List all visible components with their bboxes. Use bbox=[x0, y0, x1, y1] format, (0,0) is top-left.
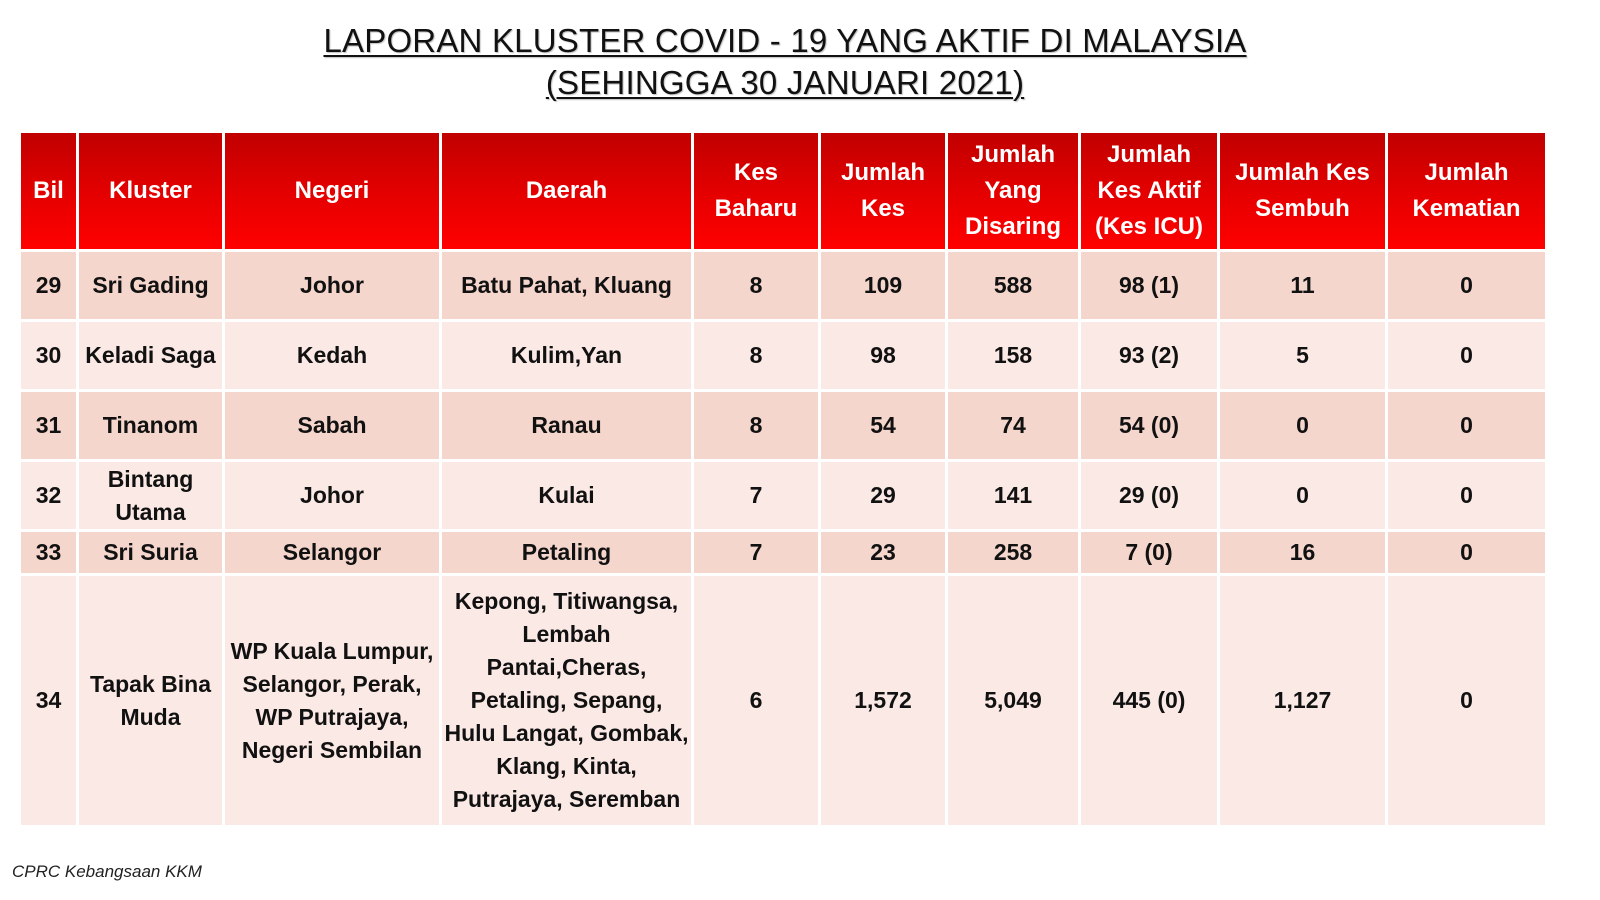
cell-jumlah-kes: 109 bbox=[821, 252, 945, 319]
cell-negeri: Johor bbox=[225, 252, 439, 319]
cell-bil: 34 bbox=[21, 576, 76, 825]
cell-kluster: Tapak Bina Muda bbox=[79, 576, 222, 825]
cell-bil: 31 bbox=[21, 392, 76, 459]
cell-jumlah-kes: 1,572 bbox=[821, 576, 945, 825]
table-row bbox=[21, 532, 1545, 573]
cell-kes-baharu: 6 bbox=[694, 576, 818, 825]
cell-jumlah-kes: 98 bbox=[821, 322, 945, 389]
cell-kes-baharu: 7 bbox=[694, 532, 818, 573]
cell-jumlah-disaring: 588 bbox=[948, 252, 1078, 319]
report-title bbox=[0, 20, 1570, 104]
cell-jumlah-kes: 29 bbox=[821, 462, 945, 529]
cell-negeri: WP Kuala Lumpur, Selangor, Perak, WP Putrajaya, Negeri Sembilan bbox=[225, 576, 439, 825]
table-row bbox=[21, 576, 1545, 825]
table-row bbox=[21, 252, 1545, 319]
header-kes-aktif: Jumlah Kes Aktif (Kes ICU) bbox=[1081, 133, 1217, 249]
cell-kluster: Sri Gading bbox=[79, 252, 222, 319]
cell-kes-aktif: 7 (0) bbox=[1081, 532, 1217, 573]
cell-bil: 29 bbox=[21, 252, 76, 319]
cell-negeri: Johor bbox=[225, 462, 439, 529]
cell-kes-aktif: 29 (0) bbox=[1081, 462, 1217, 529]
cell-kematian: 0 bbox=[1388, 252, 1545, 319]
cell-daerah: Kepong, Titiwangsa, Lembah Pantai,Cheras, Petaling, Sepang, Hulu Langat, Gombak, Klang, Kinta, Putrajaya, Seremban bbox=[442, 576, 691, 825]
source-footer: CPRC Kebangsaan KKM bbox=[12, 862, 202, 881]
header-jumlah-kes: Jumlah Kes bbox=[821, 133, 945, 249]
header-daerah: Daerah bbox=[442, 133, 691, 249]
header-kematian: Jumlah Kematian bbox=[1388, 133, 1545, 249]
cell-daerah: Kulai bbox=[442, 462, 691, 529]
header-kes-sembuh: Jumlah Kes Sembuh bbox=[1220, 133, 1385, 249]
cell-daerah: Batu Pahat, Kluang bbox=[442, 252, 691, 319]
header-negeri: Negeri bbox=[225, 133, 439, 249]
table-row bbox=[21, 392, 1545, 459]
cell-kluster: Keladi Saga bbox=[79, 322, 222, 389]
cluster-table bbox=[18, 130, 1548, 828]
cell-negeri: Kedah bbox=[225, 322, 439, 389]
cell-kluster: Bintang Utama bbox=[79, 462, 222, 529]
cell-jumlah-disaring: 158 bbox=[948, 322, 1078, 389]
cell-kes-aktif: 54 (0) bbox=[1081, 392, 1217, 459]
cell-daerah: Ranau bbox=[442, 392, 691, 459]
cell-kluster: Tinanom bbox=[79, 392, 222, 459]
cell-negeri: Selangor bbox=[225, 532, 439, 573]
cell-kes-baharu: 7 bbox=[694, 462, 818, 529]
cell-bil: 32 bbox=[21, 462, 76, 529]
cell-kes-aktif: 445 (0) bbox=[1081, 576, 1217, 825]
header-jumlah-disaring: Jumlah Yang Disaring bbox=[948, 133, 1078, 249]
cell-bil: 33 bbox=[21, 532, 76, 573]
table-row bbox=[21, 322, 1545, 389]
cell-kes-baharu: 8 bbox=[694, 322, 818, 389]
cell-daerah: Petaling bbox=[442, 532, 691, 573]
cell-kes-aktif: 93 (2) bbox=[1081, 322, 1217, 389]
cell-kes-sembuh: 0 bbox=[1220, 462, 1385, 529]
header-kluster: Kluster bbox=[79, 133, 222, 249]
title-line-1: LAPORAN KLUSTER COVID - 19 YANG AKTIF DI MALAYSIA bbox=[323, 22, 1247, 59]
cell-daerah: Kulim,Yan bbox=[442, 322, 691, 389]
cell-negeri: Sabah bbox=[225, 392, 439, 459]
cell-jumlah-disaring: 74 bbox=[948, 392, 1078, 459]
cell-jumlah-kes: 54 bbox=[821, 392, 945, 459]
cell-kematian: 0 bbox=[1388, 462, 1545, 529]
title-line-2: (SEHINGGA 30 JANUARI 2021) bbox=[545, 64, 1025, 101]
cell-jumlah-disaring: 5,049 bbox=[948, 576, 1078, 825]
cell-kes-sembuh: 16 bbox=[1220, 532, 1385, 573]
cell-kluster: Sri Suria bbox=[79, 532, 222, 573]
cell-kes-aktif: 98 (1) bbox=[1081, 252, 1217, 319]
header-bil: Bil bbox=[21, 133, 76, 249]
cell-kematian: 0 bbox=[1388, 576, 1545, 825]
cell-kematian: 0 bbox=[1388, 322, 1545, 389]
cell-jumlah-kes: 23 bbox=[821, 532, 945, 573]
table-header-row bbox=[21, 133, 1545, 249]
header-kes-baharu: Kes Baharu bbox=[694, 133, 818, 249]
cell-jumlah-disaring: 141 bbox=[948, 462, 1078, 529]
cell-kes-baharu: 8 bbox=[694, 252, 818, 319]
table-row bbox=[21, 462, 1545, 529]
cell-kes-baharu: 8 bbox=[694, 392, 818, 459]
cell-kematian: 0 bbox=[1388, 532, 1545, 573]
cell-kematian: 0 bbox=[1388, 392, 1545, 459]
cell-kes-sembuh: 0 bbox=[1220, 392, 1385, 459]
cell-kes-sembuh: 1,127 bbox=[1220, 576, 1385, 825]
cell-kes-sembuh: 5 bbox=[1220, 322, 1385, 389]
cell-bil: 30 bbox=[21, 322, 76, 389]
cell-jumlah-disaring: 258 bbox=[948, 532, 1078, 573]
cell-kes-sembuh: 11 bbox=[1220, 252, 1385, 319]
